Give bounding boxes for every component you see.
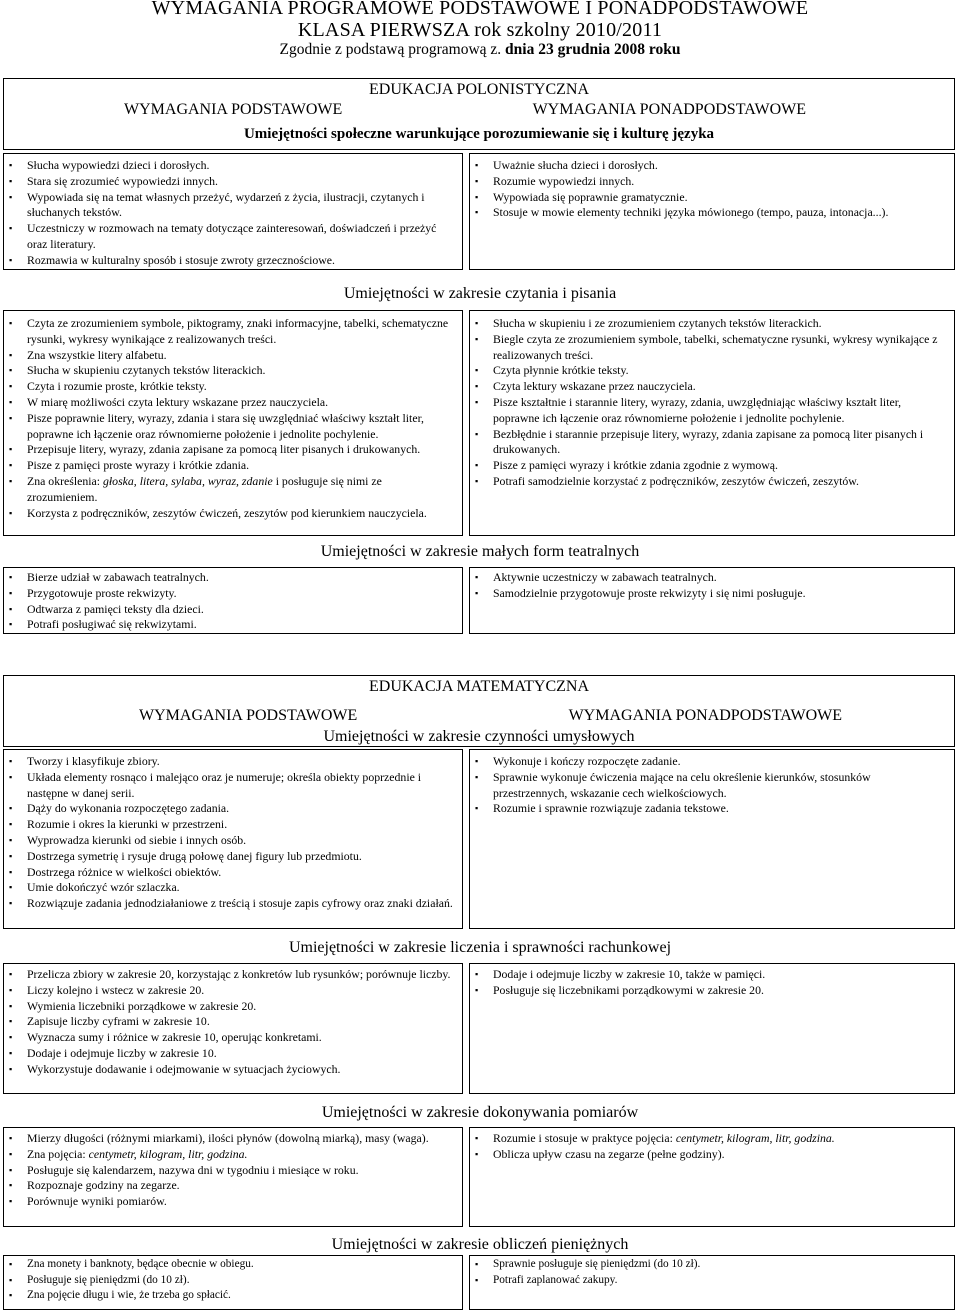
section-title-pieniezne: Umiejętności w zakresie obliczeń pieniężnych xyxy=(331,1236,629,1253)
teatralne-advanced-box xyxy=(469,567,955,634)
list-item: ▪ Wymienia liczebniki porządkowe w zakresie 20. xyxy=(4,999,454,1015)
header-title: WYMAGANIA PROGRAMOWE PODSTAWOWE I PONADPODSTAWOWE xyxy=(151,0,809,19)
header-subtitle: KLASA PIERWSZA rok szkolny 2010/2011 xyxy=(297,19,663,41)
pomiary-basic-list xyxy=(4,1131,454,1210)
list-item: ▪ Sprawnie posługuje się pieniędzmi (do 10 zł). xyxy=(470,1257,946,1273)
list-item: ▪ Porównuje wyniki pomiarów. xyxy=(4,1194,454,1210)
polonistyczna-title: EDUKACJA POLONISTYCZNA xyxy=(368,81,589,98)
list-item: ▪ Wykonuje i kończy rozpoczęte zadanie. xyxy=(470,754,946,770)
list-item: ▪ Wypowiada się na temat własnych przeżyć, wydarzeń z życia, ilustracji, czytanych i słuchanych tekstów. xyxy=(4,190,456,222)
list-item: ▪ Zna pojęcie długu i wie, że trzeba go spłacić. xyxy=(4,1288,454,1304)
pieniezne-advanced-box xyxy=(469,1255,955,1310)
list-item: ▪ Bezbłędnie i starannie przepisuje litery, wyrazy, zdania zapisane za pomocą liter pisanych i drukowanych. xyxy=(470,427,946,459)
list-item-terms xyxy=(4,1147,454,1163)
list-item: ▪ Przelicza zbiory w zakresie 20, korzystając z konkretów lub rysunków; porównuje liczby. xyxy=(4,967,454,983)
list-item: ▪ Dodaje i odejmuje liczby w zakresie 10. xyxy=(4,1046,454,1062)
list-item: ▪ Rozumie i okres la kierunki w przestrzeni. xyxy=(4,817,454,833)
list-item: ▪ Samodzielnie przygotowuje proste rekwizyty i się nimi posługuje. xyxy=(470,586,946,602)
list-item: ▪ Potrafi samodzielnie korzystać z podręczników, zeszytów ćwiczeń, zeszytów. xyxy=(470,474,946,490)
terms-italic: centymetr, kilogram, litr, godzina. xyxy=(88,1146,248,1161)
list-item: ▪ Czyta i rozumie proste, krótkie teksty. xyxy=(4,379,454,395)
list-item: ▪ Oblicza upływ czasu na zegarze (pełne godziny). xyxy=(470,1147,946,1163)
list-item: ▪ Posługuje się liczebnikami porządkowymi w zakresie 20. xyxy=(470,983,946,999)
list-item: ▪ Potrafi zaplanować zakupy. xyxy=(470,1273,946,1289)
matematyczna-col-advanced: WYMAGANIA PONADPODSTAWOWE xyxy=(568,707,842,724)
list-item: ▪ Dostrzega różnice w wielkości obiektów. xyxy=(4,865,454,881)
pomiary-advanced-list xyxy=(470,1131,946,1163)
spoleczne-basic-box xyxy=(3,153,463,270)
list-item: ▪ Pisze kształtnie i starannie litery, wyrazy, zdania, uwzględniając właściwy kształt liter, poprawne ich łączenie oraz równomierne położenie i jednolite pochylenie. xyxy=(470,395,946,427)
list-item: ▪ Dąży do wykonania rozpoczętego zadania. xyxy=(4,801,454,817)
header-basis-date: dnia 23 grudnia 2008 roku xyxy=(505,41,681,58)
list-item: ▪ Rozwiązuje zadania jednodziałaniowe z treścią i stosuje zapis cyfrowy oraz znaki działań. xyxy=(4,896,454,912)
teatralne-basic-box xyxy=(3,567,463,634)
terms-prefix: Zna pojęcia: xyxy=(27,1146,86,1161)
list-item: ▪ Słucha wypowiedzi dzieci i dorosłych. xyxy=(4,158,456,174)
list-item: ▪ Bierze udział w zabawach teatralnych. xyxy=(4,570,454,586)
list-item: ▪ Posługuje się kalendarzem, nazywa dni w tygodniu i miesiące w roku. xyxy=(4,1163,454,1179)
matematyczna-title: EDUKACJA MATEMATYCZNA xyxy=(368,678,589,695)
list-item: ▪ Aktywnie uczestniczy w zabawach teatralnych. xyxy=(470,570,946,586)
list-item: ▪ Pisze poprawnie litery, wyrazy, zdania i stara się uwzględniać właściwy kształt liter, poprawne ich łączenie oraz równomierne położenie i jednolite pochylenie. xyxy=(4,411,454,443)
polonistyczna-col-advanced: WYMAGANIA PONADPODSTAWOWE xyxy=(532,101,806,118)
list-item: ▪ Uczestniczy w rozmowach na tematy dotyczące zainteresowań, doświadczeń i przeżyć oraz literatury. xyxy=(4,221,456,253)
list-item: ▪ Przygotowuje proste rekwizyty. xyxy=(4,586,454,602)
terms-italic: centymetr, kilogram, litr, godzina. xyxy=(675,1131,835,1145)
list-item: ▪ Zna monety i banknoty, będące obecnie w obiegu. xyxy=(4,1257,454,1273)
list-item: ▪ Rozumie i sprawnie rozwiązuje zadania tekstowe. xyxy=(470,801,946,817)
matematyczna-col-basic: WYMAGANIA PODSTAWOWE xyxy=(139,707,358,724)
list-item: ▪ Tworzy i klasyfikuje zbiory. xyxy=(4,754,454,770)
spoleczne-advanced-list xyxy=(470,158,948,221)
umyslowe-basic-box xyxy=(3,749,463,929)
terms-italic: głoska, litera, sylaba, wyraz, zdanie xyxy=(103,473,273,488)
terms-suffix: i posługuje się nimi ze zrozumieniem. xyxy=(27,473,382,504)
list-item: ▪ Zna wszystkie litery alfabetu. xyxy=(4,348,454,364)
list-item: ▪ Sprawnie wykonuje ćwiczenia mające na celu określenie kierunków, stosunków przestrzennych, wskazanie cech wielkościowych. xyxy=(470,770,946,802)
umyslowe-advanced-list xyxy=(470,754,946,817)
teatralne-advanced-list xyxy=(470,570,946,602)
terms-prefix: Rozumie i stosuje w praktyce pojęcia: xyxy=(493,1131,673,1145)
list-item: ▪ Słucha w skupieniu i ze zrozumieniem czytanych tekstów literackich. xyxy=(470,316,946,332)
terms-prefix: Zna określenia: xyxy=(27,473,101,488)
section-title-pomiary: Umiejętności w zakresie dokonywania pomiarów xyxy=(321,1104,639,1121)
list-item: ▪ Mierzy długości (różnymi miarkami), ilości płynów (dowolną miarką), masy (waga). xyxy=(4,1131,454,1147)
pomiary-basic-box xyxy=(3,1127,463,1227)
polonistyczna-col-basic: WYMAGANIA PODSTAWOWE xyxy=(124,101,343,118)
list-item: ▪ Wykorzystuje dodawanie i odejmowanie w sytuacjach życiowych. xyxy=(4,1062,454,1078)
list-item-terms xyxy=(4,474,454,506)
list-item: ▪ Dostrzega symetrię i rysuje drugą połowę danej figury lub przedmiotu. xyxy=(4,849,454,865)
list-item: ▪ Wypowiada się poprawnie gramatycznie. xyxy=(470,190,948,206)
spoleczne-basic-list xyxy=(4,158,456,269)
section-title-teatralne: Umiejętności w zakresie małych form teatralnych xyxy=(320,543,640,560)
liczenie-advanced-box xyxy=(469,963,955,1094)
list-item: ▪ Odtwarza z pamięci teksty dla dzieci. xyxy=(4,602,454,618)
list-item: ▪ Układa elementy rosnąco i malejąco oraz je numeruje; określa obiekty poprzednie i następne w danej serii. xyxy=(4,770,454,802)
umyslowe-advanced-box xyxy=(469,749,955,929)
list-item: ▪ W miarę możliwości czyta lektury wskazane przez nauczyciela. xyxy=(4,395,454,411)
list-item: ▪ Liczy kolejno i wstecz w zakresie 20. xyxy=(4,983,454,999)
list-item: ▪ Umie dokończyć wzór szlaczka. xyxy=(4,880,454,896)
matematyczna-header-table xyxy=(3,675,955,747)
list-item: ▪ Posługuje się pieniędzmi (do 10 zł). xyxy=(4,1273,454,1289)
spoleczne-advanced-box xyxy=(469,153,955,270)
section-title-liczenie: Umiejętności w zakresie liczenia i sprawności rachunkowej xyxy=(288,939,672,956)
pieniezne-advanced-list xyxy=(470,1257,946,1288)
list-item: ▪ Czyta płynnie krótkie teksty. xyxy=(470,363,946,379)
czytanie-advanced-list xyxy=(470,316,946,490)
section-title-spoleczne: Umiejętności społeczne warunkujące porozumiewanie się i kulturę języka xyxy=(243,126,715,142)
list-item-terms xyxy=(470,1131,946,1147)
czytanie-basic-list xyxy=(4,316,454,521)
liczenie-basic-list xyxy=(4,967,454,1078)
list-item: ▪ Rozmawia w kulturalny sposób i stosuje zwroty grzecznościowe. xyxy=(4,253,456,269)
list-item: ▪ Stosuje w mowie elementy techniki języka mówionego (tempo, pauza, intonacja...). xyxy=(470,205,948,221)
polonistyczna-header-table xyxy=(3,78,955,150)
document-header xyxy=(0,0,960,64)
teatralne-basic-list xyxy=(4,570,454,633)
list-item: ▪ Korzysta z podręczników, zeszytów ćwiczeń, zeszytów pod kierunkiem nauczyciela. xyxy=(4,506,454,522)
list-item: ▪ Pisze z pamięci wyrazy i krótkie zdania zgodnie z wymową. xyxy=(470,458,946,474)
pieniezne-basic-box xyxy=(3,1255,463,1310)
list-item: ▪ Wyznacza sumy i różnice w zakresie 10, operując konkretami. xyxy=(4,1030,454,1046)
umyslowe-basic-list xyxy=(4,754,454,912)
list-item: ▪ Czyta ze zrozumieniem symbole, piktogramy, znaki informacyjne, tabelki, schematyczne rysunki, wykresy wynikające z realizowanych treści. xyxy=(4,316,454,348)
list-item: ▪ Potrafi posługiwać się rekwizytami. xyxy=(4,617,454,633)
header-basis-prefix: Zgodnie z podstawą programową z. xyxy=(279,41,502,58)
list-item: ▪ Pisze z pamięci proste wyrazy i krótkie zdania. xyxy=(4,458,454,474)
pomiary-advanced-box xyxy=(469,1127,955,1227)
list-item: ▪ Czyta lektury wskazane przez nauczyciela. xyxy=(470,379,946,395)
pieniezne-basic-list xyxy=(4,1257,454,1304)
list-item: ▪ Zapisuje liczby cyframi w zakresie 10. xyxy=(4,1014,454,1030)
list-item: ▪ Uważnie słucha dzieci i dorosłych. xyxy=(470,158,948,174)
list-item: ▪ Słucha w skupieniu czytanych tekstów literackich. xyxy=(4,363,454,379)
section-title-czytanie: Umiejętności w zakresie czytania i pisania xyxy=(343,285,617,302)
list-item: ▪ Wyprowadza kierunki od siebie i innych osób. xyxy=(4,833,454,849)
czytanie-basic-box xyxy=(3,310,463,536)
list-item: ▪ Biegle czyta ze zrozumieniem symbole, tabelki, schematyczne rysunki, wykresy wynikające z realizowanych treści. xyxy=(470,332,946,364)
liczenie-basic-box xyxy=(3,963,463,1094)
liczenie-advanced-list xyxy=(470,967,946,999)
header-basis xyxy=(0,40,960,60)
list-item: ▪ Dodaje i odejmuje liczby w zakresie 10, także w pamięci. xyxy=(470,967,946,983)
czytanie-advanced-box xyxy=(469,310,955,536)
list-item: ▪ Stara się zrozumieć wypowiedzi innych. xyxy=(4,174,456,190)
list-item: ▪ Rozumie wypowiedzi innych. xyxy=(470,174,948,190)
list-item: ▪ Rozpoznaje godziny na zegarze. xyxy=(4,1178,454,1194)
section-title-umyslowe: Umiejętności w zakresie czynności umysłowych xyxy=(323,728,635,745)
list-item: ▪ Przepisuje litery, wyrazy, zdania zapisane za pomocą liter pisanych i drukowanych. xyxy=(4,442,454,458)
